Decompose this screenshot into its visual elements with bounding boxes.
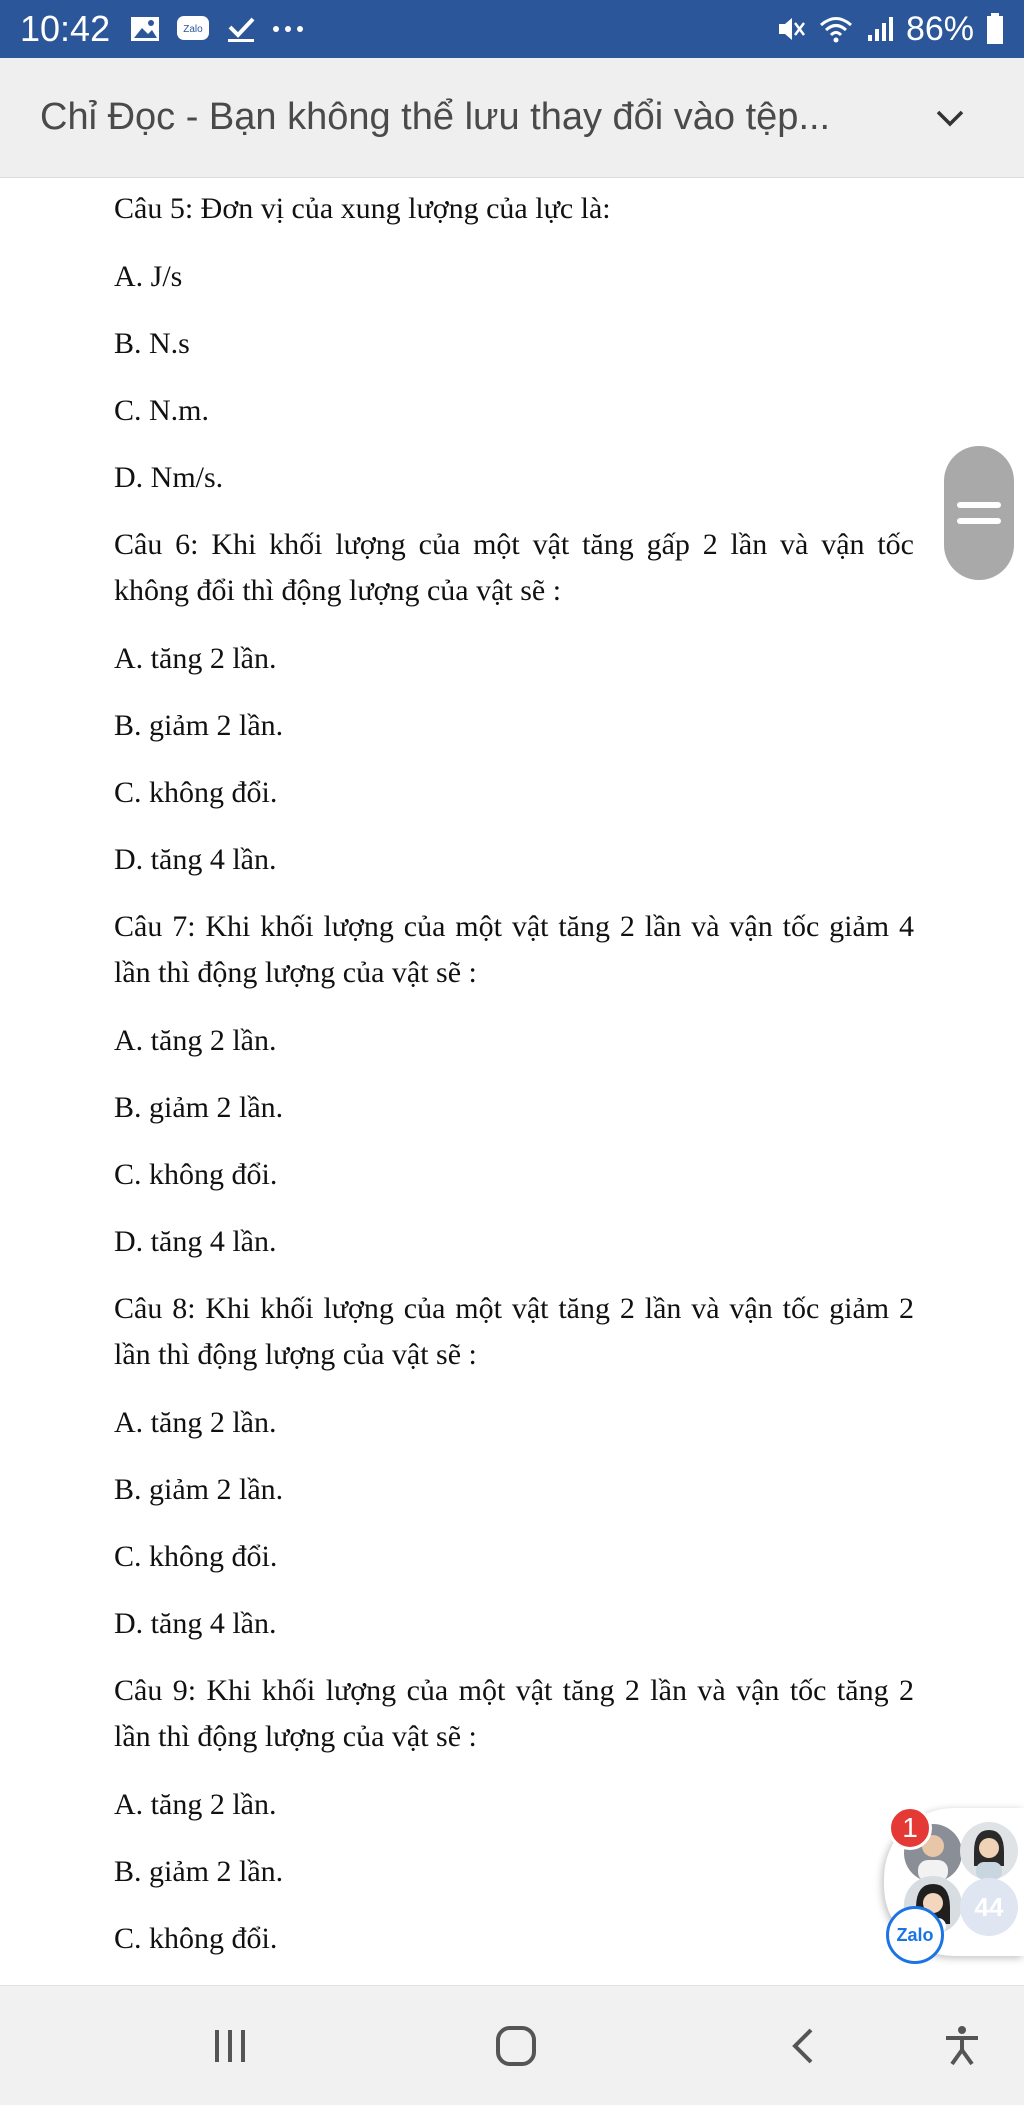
signal-icon (866, 15, 894, 43)
status-icons-left (130, 15, 304, 43)
scroll-handle[interactable] (944, 446, 1014, 580)
battery-percent: 86% (905, 9, 974, 48)
recent-apps-icon[interactable] (200, 2016, 260, 2076)
question-text: Câu 9: Khi khối lượng của một vật tăng 2 lần và vận tốc tăng 2 lần thì động lượng của vật sẽ : (114, 1674, 914, 1753)
zalo-icon (176, 15, 210, 43)
document-content (114, 186, 914, 1983)
home-icon[interactable] (486, 2016, 546, 2076)
more-chats-count[interactable]: 44 (960, 1878, 1018, 1936)
answer-option: A. tăng 2 lần. (114, 642, 277, 675)
accessibility-icon[interactable] (932, 2016, 992, 2076)
answer-option: D. tăng 4 lần. (114, 1225, 277, 1258)
readonly-banner[interactable] (0, 58, 1024, 178)
question-text: Câu 6: Khi khối lượng của một vật tăng gấp 2 lần và vận tốc không đổi thì động lượng của vật sẽ : (114, 528, 914, 607)
question-text: Câu 7: Khi khối lượng của một vật tăng 2 lần và vận tốc giảm 4 lần thì động lượng của vật sẽ : (114, 910, 914, 989)
answer-option: B. giảm 2 lần. (114, 1473, 284, 1506)
answer-option: A. tăng 2 lần. (114, 1406, 277, 1439)
answer-option: A. J/s (114, 260, 183, 293)
wifi-icon (818, 14, 854, 44)
unread-badge: 1 (888, 1806, 932, 1850)
document-view[interactable] (0, 178, 1024, 1985)
answer-option: B. N.s (114, 327, 190, 360)
answer-option: C. N.m. (114, 394, 210, 427)
answer-option: C. không đổi. (114, 1540, 278, 1573)
answer-option: A. tăng 2 lần. (114, 1788, 277, 1821)
answer-option: C. không đổi. (114, 1158, 278, 1191)
question-text: Câu 5: Đơn vị của xung lượng của lực là: (114, 192, 611, 225)
question-text: Câu 8: Khi khối lượng của một vật tăng 2 lần và vận tốc giảm 2 lần thì động lượng của vật sẽ : (114, 1292, 914, 1371)
battery-icon (986, 13, 1004, 45)
status-bar (0, 0, 1024, 58)
answer-option: A. tăng 2 lần. (114, 1024, 277, 1057)
status-time: 10:42 (20, 8, 111, 49)
gallery-icon (130, 16, 160, 42)
answer-option: D. tăng 4 lần. (114, 843, 277, 876)
chat-avatar[interactable] (960, 1822, 1018, 1880)
answer-option: D. tăng 4 lần. (114, 1607, 277, 1640)
zalo-logo[interactable]: Zalo (886, 1906, 944, 1964)
system-nav-bar (0, 1985, 1024, 2105)
readonly-message: Chỉ Đọc - Bạn không thể lưu thay đổi vào tệp... (40, 96, 831, 138)
mute-icon (776, 14, 806, 44)
answer-option: D. Nm/s. (114, 461, 224, 494)
chevron-down-icon[interactable] (932, 100, 968, 136)
handle-line (957, 518, 1001, 524)
download-check-icon (226, 15, 256, 43)
back-icon[interactable] (774, 2016, 834, 2076)
answer-option: C. không đổi. (114, 1922, 278, 1955)
status-icons-right (776, 10, 1004, 49)
answer-option: B. giảm 2 lần. (114, 1091, 284, 1124)
answer-option: B. giảm 2 lần. (114, 1855, 284, 1888)
answer-option: B. giảm 2 lần. (114, 709, 284, 742)
handle-line (957, 502, 1001, 508)
answer-option: C. không đổi. (114, 776, 278, 809)
more-icon (272, 24, 304, 34)
svg-text:Zalo: Zalo (183, 24, 203, 35)
